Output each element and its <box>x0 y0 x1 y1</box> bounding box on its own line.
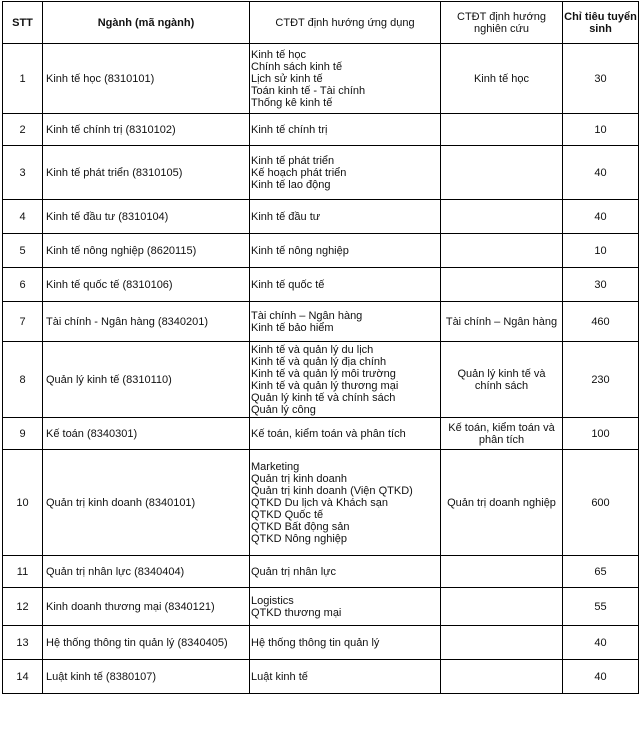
applied-program: QTKD Bất động sản <box>251 520 350 533</box>
applied-program: Kinh tế và quản lý du lịch <box>251 343 374 356</box>
row-applied-programs <box>250 556 441 588</box>
row-applied-programs <box>250 302 441 342</box>
applied-program: Kinh tế chính trị <box>251 123 328 136</box>
row-major: Kế toán (8340301) <box>43 418 250 450</box>
applied-program: Kinh tế và quản lý thương mại <box>251 379 399 392</box>
applied-program: Luật kinh tế <box>251 670 308 683</box>
applied-program: Logistics <box>251 594 294 607</box>
row-major: Kinh tế quốc tế (8310106) <box>43 268 250 302</box>
applied-program: Kinh tế nông nghiệp <box>251 244 349 257</box>
applied-program: Kế toán, kiểm toán và phân tích <box>251 427 406 440</box>
row-research-program <box>441 146 563 200</box>
row-research-program <box>441 200 563 234</box>
row-research-program <box>441 660 563 694</box>
row-research-program: Kế toán, kiểm toán và phân tích <box>441 418 563 450</box>
header-applied: CTĐT định hướng ứng dụng <box>250 2 441 44</box>
row-applied-programs <box>250 146 441 200</box>
row-applied-programs <box>250 660 441 694</box>
applied-program: Quản trị kinh doanh (Viện QTKD) <box>251 484 413 497</box>
row-research-program: Quản trị doanh nghiệp <box>441 450 563 556</box>
table-row <box>3 450 639 556</box>
row-quota: 40 <box>563 200 639 234</box>
row-major: Quản trị kinh doanh (8340101) <box>43 450 250 556</box>
row-stt: 7 <box>3 302 43 342</box>
row-research-program <box>441 588 563 626</box>
row-stt: 4 <box>3 200 43 234</box>
row-research-program <box>441 268 563 302</box>
row-major: Kinh tế chính trị (8310102) <box>43 114 250 146</box>
row-research-program <box>441 626 563 660</box>
table-row <box>3 626 639 660</box>
row-stt: 5 <box>3 234 43 268</box>
applied-program: Kinh tế và quản lý địa chính <box>251 355 387 368</box>
row-stt: 11 <box>3 556 43 588</box>
row-major: Kinh tế đầu tư (8310104) <box>43 200 250 234</box>
applied-program: Kinh tế phát triển <box>251 154 335 167</box>
row-research-program <box>441 556 563 588</box>
row-research-program <box>441 234 563 268</box>
table-row <box>3 418 639 450</box>
admission-table <box>2 1 639 694</box>
applied-program: Kinh tế đầu tư <box>251 210 321 223</box>
applied-program: Lịch sử kinh tế <box>251 72 323 85</box>
row-quota: 30 <box>563 44 639 114</box>
row-major: Quản trị nhân lực (8340404) <box>43 556 250 588</box>
row-applied-programs <box>250 44 441 114</box>
row-applied-programs <box>250 342 441 418</box>
table-row <box>3 556 639 588</box>
table-row <box>3 588 639 626</box>
applied-program: Kinh tế lao động <box>251 178 331 191</box>
row-quota: 460 <box>563 302 639 342</box>
row-stt: 13 <box>3 626 43 660</box>
row-applied-programs <box>250 588 441 626</box>
applied-program: Thống kê kinh tế <box>251 96 333 109</box>
header-quota: Chỉ tiêu tuyển sinh <box>563 2 639 44</box>
applied-program: QTKD Quốc tế <box>251 508 324 521</box>
row-quota: 40 <box>563 660 639 694</box>
applied-program: Kinh tế và quản lý môi trường <box>251 367 396 380</box>
row-research-program: Quản lý kinh tế và chính sách <box>441 342 563 418</box>
table-row <box>3 660 639 694</box>
applied-program: Kinh tế bảo hiểm <box>251 321 334 334</box>
header-stt: STT <box>3 2 43 44</box>
row-quota: 100 <box>563 418 639 450</box>
applied-program: Kế hoạch phát triển <box>251 166 347 179</box>
row-major: Kinh tế nông nghiệp (8620115) <box>43 234 250 268</box>
applied-program: QTKD thương mại <box>251 606 342 619</box>
row-applied-programs <box>250 114 441 146</box>
table-row <box>3 114 639 146</box>
row-stt: 3 <box>3 146 43 200</box>
applied-program: Kinh tế quốc tế <box>251 278 325 291</box>
applied-program: QTKD Nông nghiệp <box>251 532 347 545</box>
row-major: Hệ thống thông tin quản lý (8340405) <box>43 626 250 660</box>
applied-program: Marketing <box>251 460 300 473</box>
applied-program: Toán kinh tế - Tài chính <box>251 84 366 97</box>
applied-program: Tài chính – Ngân hàng <box>251 309 363 322</box>
row-research-program: Tài chính – Ngân hàng <box>441 302 563 342</box>
row-quota: 10 <box>563 234 639 268</box>
row-major: Kinh tế phát triển (8310105) <box>43 146 250 200</box>
row-major: Luật kinh tế (8380107) <box>43 660 250 694</box>
header-major: Ngành (mã ngành) <box>43 2 250 44</box>
row-major: Tài chính - Ngân hàng (8340201) <box>43 302 250 342</box>
row-applied-programs <box>250 626 441 660</box>
table-row <box>3 342 639 418</box>
table-row <box>3 268 639 302</box>
table-row <box>3 44 639 114</box>
applied-program: Quản lý kinh tế và chính sách <box>251 391 396 404</box>
row-stt: 1 <box>3 44 43 114</box>
row-quota: 40 <box>563 626 639 660</box>
row-quota: 230 <box>563 342 639 418</box>
row-quota: 55 <box>563 588 639 626</box>
applied-program: Quản trị nhân lực <box>251 565 337 578</box>
row-stt: 9 <box>3 418 43 450</box>
applied-program: Kinh tế học <box>251 48 307 61</box>
row-stt: 6 <box>3 268 43 302</box>
row-research-program: Kinh tế học <box>441 44 563 114</box>
row-applied-programs <box>250 234 441 268</box>
row-major: Quản lý kinh tế (8310110) <box>43 342 250 418</box>
table-row <box>3 234 639 268</box>
row-major: Kinh tế học (8310101) <box>43 44 250 114</box>
applied-program: Quản trị kinh doanh <box>251 472 348 485</box>
row-applied-programs <box>250 268 441 302</box>
row-stt: 14 <box>3 660 43 694</box>
row-quota: 65 <box>563 556 639 588</box>
row-stt: 2 <box>3 114 43 146</box>
table-row <box>3 146 639 200</box>
applied-program: QTKD Du lịch và Khách sạn <box>251 496 388 509</box>
row-quota: 600 <box>563 450 639 556</box>
row-stt: 10 <box>3 450 43 556</box>
row-stt: 12 <box>3 588 43 626</box>
applied-program: Hệ thống thông tin quản lý <box>251 636 380 649</box>
row-research-program <box>441 114 563 146</box>
row-quota: 10 <box>563 114 639 146</box>
row-applied-programs <box>250 450 441 556</box>
header-research: CTĐT định hướng nghiên cứu <box>441 2 563 44</box>
applied-program: Chính sách kinh tế <box>251 60 343 73</box>
table-row <box>3 302 639 342</box>
applied-program: Quản lý công <box>251 403 316 416</box>
header-row <box>3 2 639 44</box>
row-applied-programs <box>250 418 441 450</box>
row-quota: 40 <box>563 146 639 200</box>
row-applied-programs <box>250 200 441 234</box>
row-stt: 8 <box>3 342 43 418</box>
row-major: Kinh doanh thương mại (8340121) <box>43 588 250 626</box>
table-row <box>3 200 639 234</box>
row-quota: 30 <box>563 268 639 302</box>
